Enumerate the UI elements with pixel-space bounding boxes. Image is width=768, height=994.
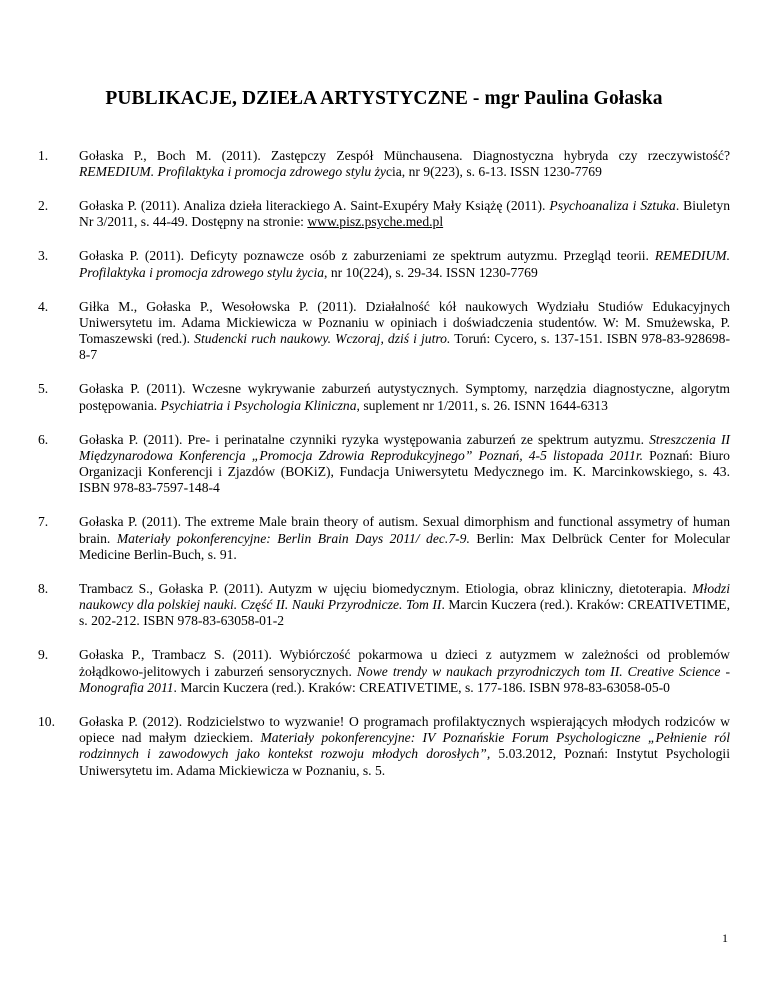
entry-text: , nr 10(224), s. 29-34. ISSN 1230-7769	[324, 264, 538, 280]
publication-entry	[38, 647, 730, 696]
entry-text: Gołaska P. (2011). Pre- i perinatalne czynniki ryzyka występowania zaburzeń ze spektrum autyzmu.	[79, 431, 650, 447]
entry-text: Gołaska P. (2011). Wczesne wykrywanie zaburzeń autystycznych. Symptomy, narzędzia diagnostyczne, algorytm postępowania.	[79, 381, 730, 413]
entry-number: 4.	[38, 298, 49, 314]
page-title: PUBLIKACJE, DZIEŁA ARTYSTYCZNE - mgr Paulina Gołaska	[105, 88, 663, 109]
entry-number: 7.	[38, 514, 49, 530]
entry-source-title: Materiały pokonferencyjne: IV Poznańskie Forum Psychologiczne „Pełnienie ról rodzinnych i zawodowych jako kontekst rozwoju młodych dorosłych”,	[79, 730, 731, 762]
entry-link[interactable]: www.pisz.psyche.med.pl	[307, 214, 444, 230]
publication-entry	[38, 714, 730, 779]
entry-text: Gołaska P. (2012). Rodzicielstwo to wyzwanie! O programach profilaktycznych wspierających młodych rodziców w opiece nad małym dzieckiem.	[79, 713, 730, 746]
publication-entry	[38, 432, 730, 497]
entry-number: 8.	[38, 580, 49, 596]
page-number: 1	[722, 931, 728, 945]
entry-number: 5.	[38, 381, 49, 397]
entry-text: Trambacz S., Gołaska P. (2011). Autyzm w ujęciu biomedycznym. Etiologia, obraz kliniczny, dietoterapia.	[79, 580, 693, 596]
entry-source-title: Studencki ruch naukowy. Wczoraj, dziś i jutro.	[194, 331, 451, 347]
entry-number: 2.	[38, 198, 49, 214]
publication-entry	[38, 198, 730, 231]
publication-entry	[38, 248, 730, 281]
entry-text: , suplement nr 1/2011, s. 26. ISNN 1644-6313	[356, 397, 608, 413]
publication-entry	[38, 381, 730, 414]
entry-text: Gołaska P., Boch M. (2011). Zastępczy Zespół Münchausena. Diagnostyczna hybryda czy rzeczywistość?	[79, 148, 730, 163]
entry-text: . Marcin Kuczera (red.). Kraków: CREATIVETIME, s. 177-186. ISBN 978-83-63058-05-0	[173, 679, 670, 695]
entry-number: 6.	[38, 431, 49, 447]
entry-text: Gołaska P. (2011). Deficyty poznawcze osób z zaburzeniami ze spektrum autyzmu. Przegląd teorii.	[79, 248, 655, 264]
entry-text: Giłka M., Gołaska P., Wesołowska P. (2011). Działalność kół naukowych Wydziału Studiów Edukacyjnych Uniwersytetu im. Adama Mickiewicza w Poznaniu w opiniach i doświadczenia studentów. W: M. Smużewska, P. Tomaszewski (red.).	[79, 298, 730, 347]
entry-text: . Marcin Kuczera (red.). Kraków: CREATIVETIME, s. 202-212. ISBN 978-83-63058-01-2	[79, 597, 731, 629]
entry-source-title: Psychiatria i Psychologia Kliniczna	[160, 397, 357, 413]
publication-entry	[38, 148, 730, 181]
entry-text: 5.03.2012, Poznań: Instytut Psychologii Uniwersytetu im. Adama Mickiewicza w Poznaniu, s. 5.	[79, 746, 730, 778]
entry-source-title: Nowe trendy w naukach przyrodniczych tom II. Creative Science - Monografia 2011	[79, 663, 730, 695]
entry-text: Gołaska P., Trambacz S. (2011). Wybiórczość pokarmowa u dzieci z autyzmem w zależności od problemów żołądkowo-jelitowych i zaburzeń sensorycznych.	[79, 647, 730, 679]
entry-source-title: REMEDIUM. Profilaktyka i promocja zdrowego stylu życia	[79, 248, 730, 280]
entry-text: cia, nr 9(223), s. 6-13. ISSN 1230-7769	[385, 164, 602, 180]
entry-source-title: Psychoanaliza i Sztuka	[549, 198, 676, 214]
entry-text: Gołaska P. (2011). The extreme Male brain theory of autism. Sexual dimorphism and functional assymetry of human brain.	[79, 514, 730, 546]
entry-text: Gołaska P. (2011). Analiza dzieła literackiego A. Saint-Exupéry Mały Książę (2011).	[79, 198, 550, 214]
entry-text: Toruń: Cycero, s. 137-151. ISBN 978-83-928698-8-7	[79, 331, 731, 363]
entry-text: . Biuletyn Nr 3/2011, s. 44-49. Dostępny na stronie:	[79, 198, 730, 230]
publication-entry	[38, 299, 730, 364]
entry-number: 3.	[38, 248, 49, 264]
publication-entry	[38, 514, 730, 563]
entry-text: Berlin: Max Delbrück Center for Molecular Medicine Berlin-Buch, s. 91.	[79, 530, 730, 562]
entry-source-title: REMEDIUM. Profilaktyka i promocja zdrowego stylu ży	[79, 164, 386, 180]
entry-number: 10.	[38, 713, 55, 729]
publication-list	[38, 148, 730, 797]
entry-source-title: Młodzi naukowcy dla polskiej nauki. Część II. Nauki Przyrodnicze. Tom II	[79, 580, 730, 613]
entry-text: Poznań: Biuro Organizacji Konferencji i Zjazdów (BOKiZ), Fundacja Uniwersytetu Medycznego im. K. Marcinkowskiego, s. 43. ISBN 978-83-7597-148-4	[79, 447, 730, 496]
publication-entry	[38, 581, 730, 630]
entry-number: 9.	[38, 647, 49, 663]
entry-number: 1.	[38, 148, 49, 163]
entry-source-title: Materiały pokonferencyjne: Berlin Brain Days 2011/ dec.7-9.	[116, 530, 470, 546]
entry-source-title: Streszczenia II Międzynarodowa Konferencja „Promocja Zdrowia Reprodukcyjnego” Poznań, 4-5 listopada 2011r.	[79, 431, 731, 463]
